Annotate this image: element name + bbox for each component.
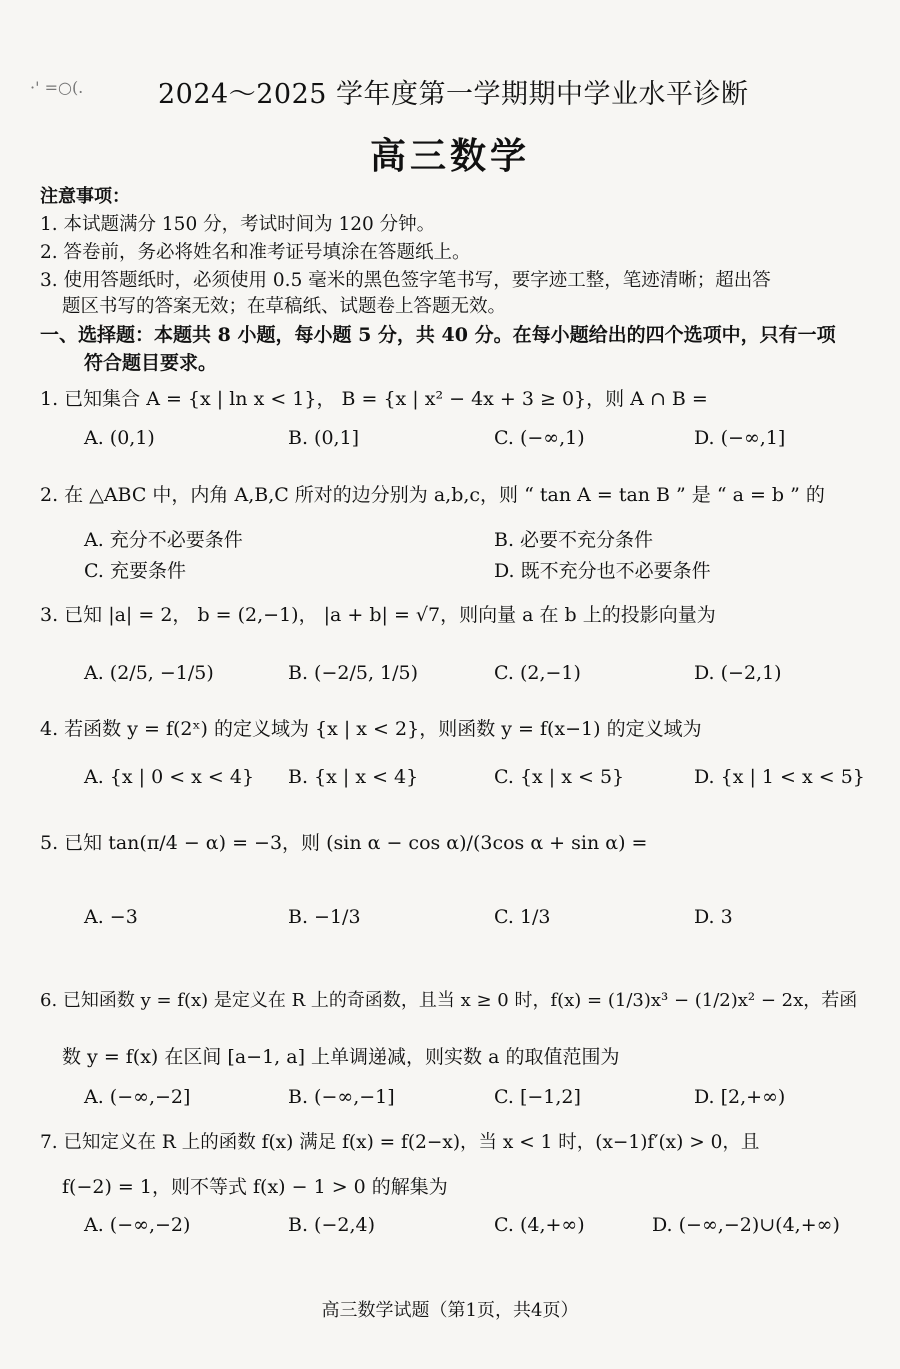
q3-option-a: A. (2/5, −1/5) [84, 662, 214, 684]
q2-option-b: B. 必要不充分条件 [494, 529, 654, 551]
q4-option-c: C. {x | x < 5} [494, 766, 625, 788]
note-1: 1. 本试题满分 150 分，考试时间为 120 分钟。 [40, 214, 436, 235]
note-2: 2. 答卷前，务必将姓名和准考证号填涂在答题纸上。 [40, 242, 471, 263]
q7-option-d: D. (−∞,−2)∪(4,+∞) [652, 1214, 840, 1236]
page-footer: 高三数学试题（第1页，共4页） [321, 1300, 579, 1321]
q6-option-a: A. (−∞,−2] [84, 1086, 191, 1108]
q2-option-c: C. 充要条件 [84, 560, 186, 582]
q2-option-d: D. 既不充分也不必要条件 [494, 560, 711, 582]
q2-option-a: A. 充分不必要条件 [84, 529, 243, 551]
q4-option-a: A. {x | 0 < x < 4} [84, 766, 255, 788]
q6-option-d: D. [2,+∞) [694, 1086, 786, 1108]
q6-option-b: B. (−∞,−1] [288, 1086, 395, 1108]
corner-mark: ·' =○(. [30, 78, 84, 97]
notes-title: 注意事项： [40, 186, 130, 207]
q1-option-d: D. (−∞,1] [694, 427, 786, 449]
exam-title: 2024～2025 学年度第一学期期中学业水平诊断 [158, 79, 749, 110]
question-7-stem: 7. 已知定义在 R 上的函数 f(x) 满足 f(x) = f(2−x)，当 x < 1 时，(x−1)f′(x) > 0，且 [40, 1132, 760, 1153]
q5-option-d: D. 3 [694, 906, 733, 928]
question-6-stem: 6. 已知函数 y = f(x) 是定义在 R 上的奇函数，且当 x ≥ 0 时，f(x) = (1/3)x³ − (1/2)x² − 2x，若函 [40, 990, 858, 1011]
note-3-cont: 题区书写的答案无效；在草稿纸、试题卷上答题无效。 [62, 296, 507, 317]
q1-option-b: B. (0,1] [288, 427, 360, 449]
q7-option-a: A. (−∞,−2) [84, 1214, 191, 1236]
question-3-stem: 3. 已知 |a| = 2， b = (2,−1)， |a + b| = √7，则向量 a 在 b 上的投影向量为 [40, 604, 716, 626]
q5-option-c: C. 1/3 [494, 906, 551, 928]
q1-option-c: C. (−∞,1) [494, 427, 585, 449]
q1-option-a: A. (0,1) [84, 427, 155, 449]
q7-option-c: C. (4,+∞) [494, 1214, 585, 1236]
question-7-stem-cont: f(−2) = 1，则不等式 f(x) − 1 > 0 的解集为 [62, 1176, 448, 1198]
question-1-stem: 1. 已知集合 A = {x | ln x < 1}， B = {x | x² − 4x + 3 ≥ 0}，则 A ∩ B = [40, 388, 708, 410]
q5-option-b: B. −1/3 [288, 906, 361, 928]
q3-option-d: D. (−2,1) [694, 662, 782, 684]
q5-option-a: A. −3 [84, 906, 138, 928]
q3-option-b: B. (−2/5, 1/5) [288, 662, 419, 684]
section-heading: 一、选择题：本题共 8 小题，每小题 5 分，共 40 分。在每小题给出的四个选项中，只有一项 [40, 324, 836, 346]
q6-option-c: C. [−1,2] [494, 1086, 581, 1108]
q4-option-d: D. {x | 1 < x < 5} [694, 766, 865, 788]
q4-option-b: B. {x | x < 4} [288, 766, 419, 788]
question-6-stem-cont: 数 y = f(x) 在区间 [a−1, a] 上单调递减，则实数 a 的取值范围为 [62, 1046, 620, 1068]
q3-option-c: C. (2,−1) [494, 662, 581, 684]
q7-option-b: B. (−2,4) [288, 1214, 376, 1236]
note-3: 3. 使用答题纸时，必须使用 0.5 毫米的黑色签字笔书写，要字迹工整，笔迹清晰；超出答 [40, 270, 771, 291]
question-5-stem: 5. 已知 tan(π/4 − α) = −3，则 (sin α − cos α)/(3cos α + sin α) = [40, 832, 648, 854]
section-heading-cont: 符合题目要求。 [84, 352, 218, 374]
question-2-stem: 2. 在 △ABC 中，内角 A,B,C 所对的边分别为 a,b,c，则 “ tan A = tan B ” 是 “ a = b ” 的 [40, 484, 825, 506]
subject-title: 高三数学 [369, 135, 530, 177]
question-4-stem: 4. 若函数 y = f(2ˣ) 的定义域为 {x | x < 2}，则函数 y = f(x−1) 的定义域为 [40, 718, 702, 740]
